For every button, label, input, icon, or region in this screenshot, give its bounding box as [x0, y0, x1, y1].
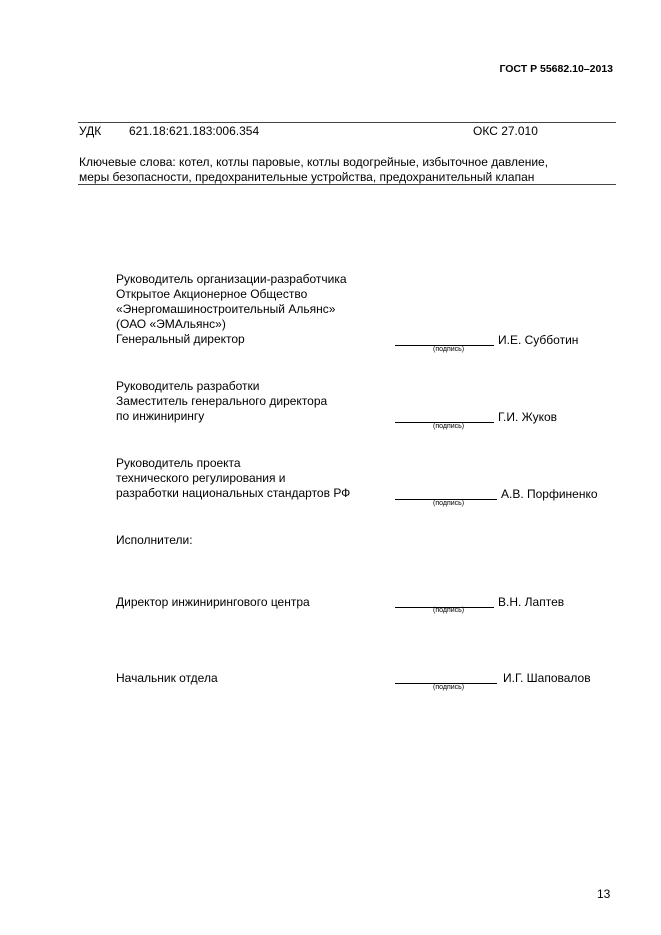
signature-block-2 — [116, 379, 327, 424]
page-number: 13 — [597, 887, 611, 901]
keywords-rule — [78, 184, 616, 185]
executor-title: Начальник отдела — [116, 671, 218, 685]
signature-text: технического регулирования и — [116, 471, 286, 485]
signature-text: (ОАО «ЭМАльянс») — [116, 317, 226, 331]
keywords-line-2: меры безопасности, предохранительные устройства, предохранительный клапан — [79, 170, 535, 184]
signatory-name: А.В. Порфиненко — [501, 487, 598, 501]
signature-text: Руководитель разработки — [116, 379, 260, 393]
executors-heading: Исполнители: — [116, 533, 193, 547]
executor-title: Директор инжинирингового центра — [116, 595, 310, 609]
signature-text: Генеральный директор — [116, 332, 245, 346]
executor-name: В.Н. Лаптев — [498, 595, 565, 609]
signatory-name: Г.И. Жуков — [498, 410, 558, 424]
signatory-name: И.Е. Субботин — [498, 333, 579, 347]
signature-caption: (подпись) — [433, 684, 465, 691]
signature-caption: (подпись) — [433, 423, 465, 430]
top-rule — [78, 122, 616, 123]
oks-code: ОКС 27.010 — [473, 124, 538, 138]
standard-designation: ГОСТ Р 55682.10–2013 — [499, 63, 613, 75]
signature-text: Открытое Акционерное Общество — [116, 287, 308, 301]
signature-caption: (подпись) — [433, 346, 465, 353]
signature-text: Руководитель организации-разработчика — [116, 272, 347, 286]
signature-text: «Энергомашиностроительный Альянс» — [116, 302, 336, 316]
keywords-line-1: Ключевые слова: котел, котлы паровые, котлы водогрейные, избыточное давление, — [79, 155, 549, 169]
executor-name: И.Г. Шаповалов — [503, 671, 591, 685]
signature-text: разработки национальных стандартов РФ — [116, 486, 351, 500]
udk-value: 621.18:621.183:006.354 — [129, 124, 260, 138]
signature-caption: (подпись) — [433, 500, 465, 507]
signature-caption: (подпись) — [433, 607, 465, 614]
signature-block-1 — [116, 272, 347, 347]
signature-block-3 — [116, 456, 350, 501]
udk-label: УДК — [79, 124, 102, 138]
signature-text: Руководитель проекта — [116, 456, 241, 470]
signature-text: по инжинирингу — [116, 409, 205, 423]
signature-text: Заместитель генерального директора — [116, 394, 328, 408]
